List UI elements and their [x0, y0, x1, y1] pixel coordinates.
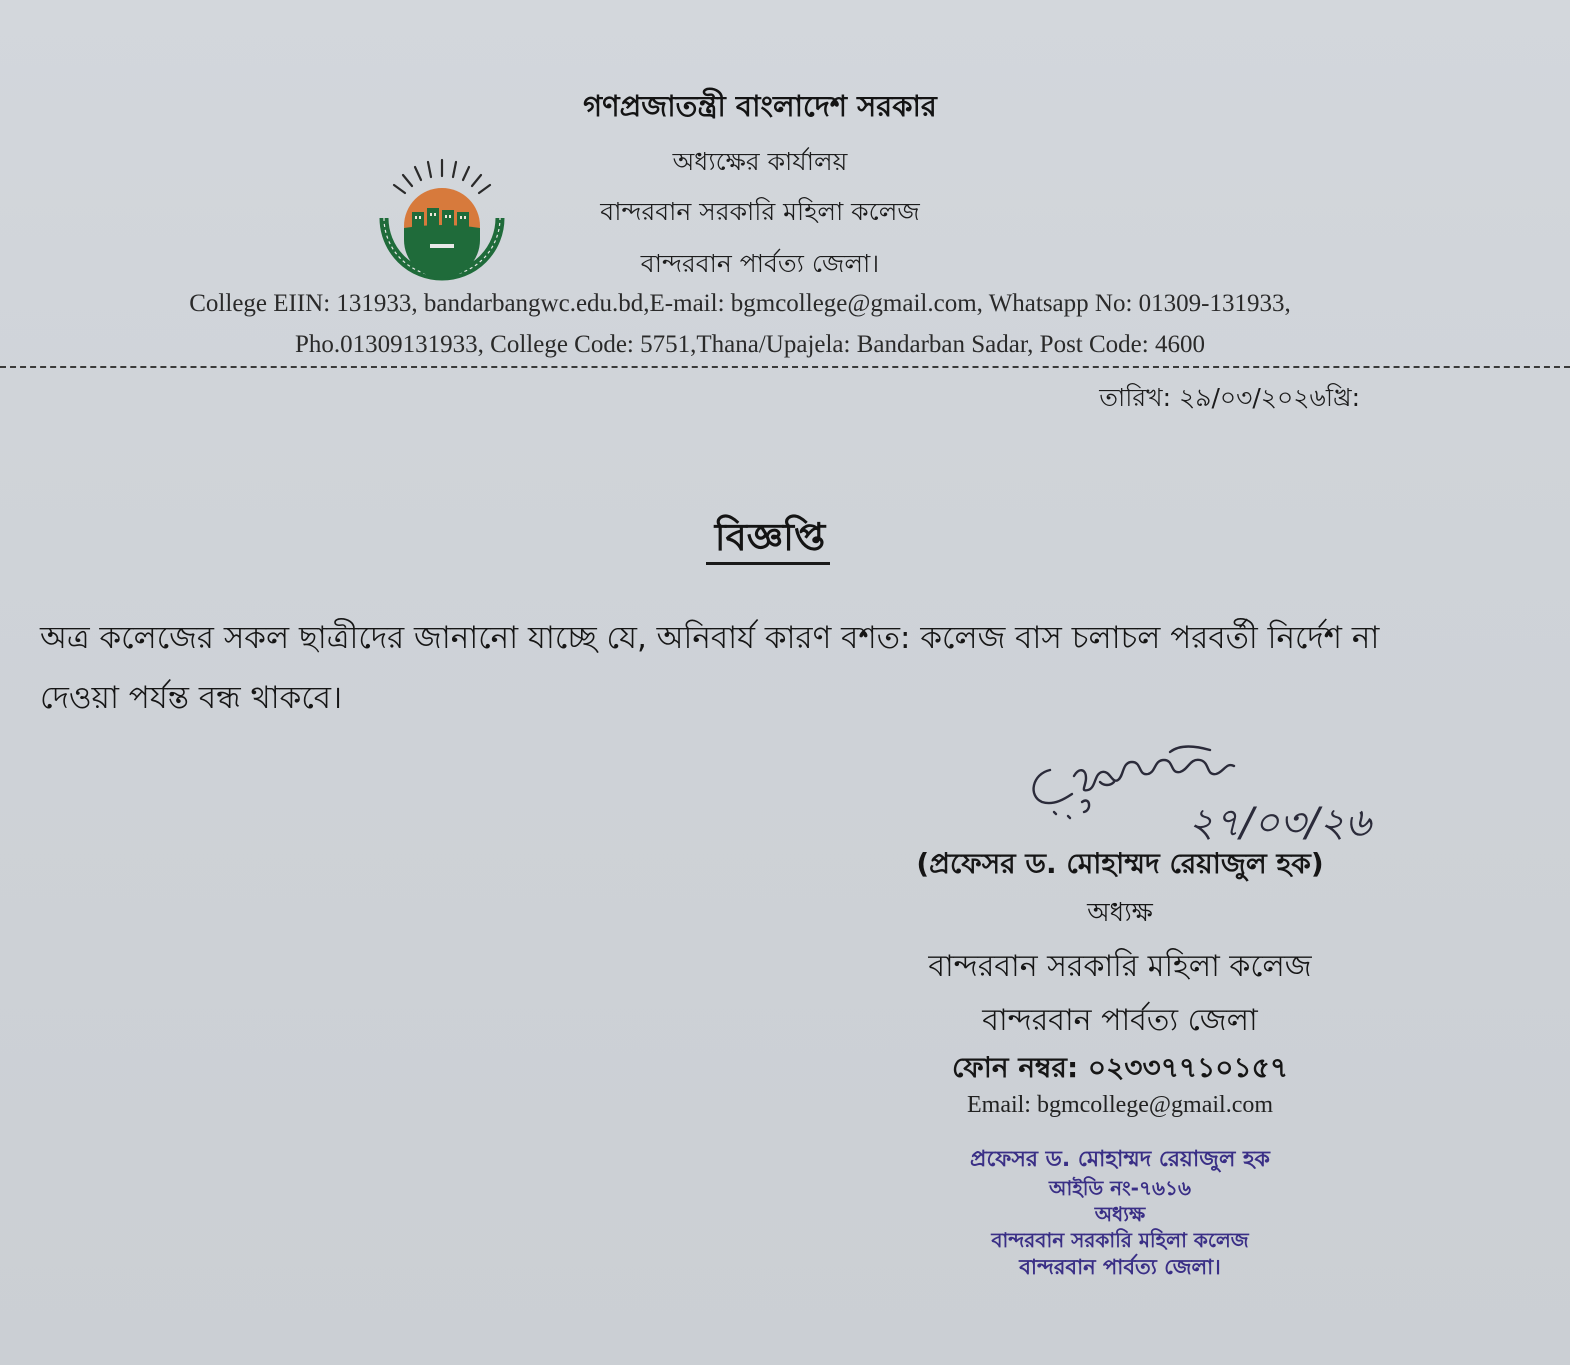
signature-phone: ফোন নম্বর: ০২৩৩৭৭১০১৫৭: [951, 1051, 1289, 1084]
stamp-id: আইডি নং-৭৬১৬: [1049, 1176, 1191, 1200]
handwritten-signature: [1020, 740, 1380, 850]
notice-body-line-2: দেওয়া পর্যন্ত বন্ধ থাকবে।: [40, 680, 343, 716]
notice-title: বিজ্ঞপ্তি: [714, 515, 826, 559]
stamp-title: অধ্যক্ষ: [1094, 1202, 1146, 1226]
header-divider: [0, 366, 1570, 368]
contact-line-2: Pho.01309131933, College Code: 5751,Thana/Upajela: Bandarban Sadar, Post Code: 4600: [295, 331, 1205, 358]
principal-name: (প্রফেসর ড. মোহাম্মদ রেয়াজুল হক): [916, 847, 1324, 880]
signature-college: বান্দরবান সরকারি মহিলা কলেজ: [928, 949, 1312, 984]
government-title: গণপ্রজাতন্ত্রী বাংলাদেশ সরকার: [583, 89, 937, 123]
stamp-college: বান্দরবান সরকারি মহিলা কলেজ: [991, 1228, 1249, 1252]
signature-district: বান্দরবান পার্বত্য জেলা: [982, 1003, 1258, 1038]
stamp-name: প্রফেসর ড. মোহাম্মদ রেয়াজুল হক: [970, 1147, 1270, 1172]
notice-date: তারিখ: ২৯/০৩/২০২৬খ্রি:: [1099, 383, 1360, 412]
stamp-district: বান্দরবান পার্বত্য জেলা।: [1019, 1255, 1221, 1279]
district-name: বান্দরবান পার্বত্য জেলা।: [640, 249, 880, 278]
notice-title-underline: [706, 562, 830, 565]
office-title: অধ্যক্ষের কার্যালয়: [672, 147, 848, 176]
contact-line-1: College EIIN: 131933, bandarbangwc.edu.bd,E-mail: bgmcollege@gmail.com, Whatsapp No: 01309-131933,: [189, 290, 1291, 317]
signature-email: Email: bgmcollege@gmail.com: [966, 1092, 1274, 1118]
handwritten-date: ২৭/০৩/২৬: [1188, 800, 1371, 846]
college-name: বান্দরবান সরকারি মহিলা কলেজ: [600, 197, 920, 226]
notice-body-line-1: অত্র কলেজের সকল ছাত্রীদের জানানো যাচ্ছে যে, অনিবার্য কারণ বশত: কলেজ বাস চলাচল পরবর্তী নির্দেশ না: [40, 620, 1380, 656]
principal-title: অধ্যক্ষ: [1087, 898, 1153, 928]
